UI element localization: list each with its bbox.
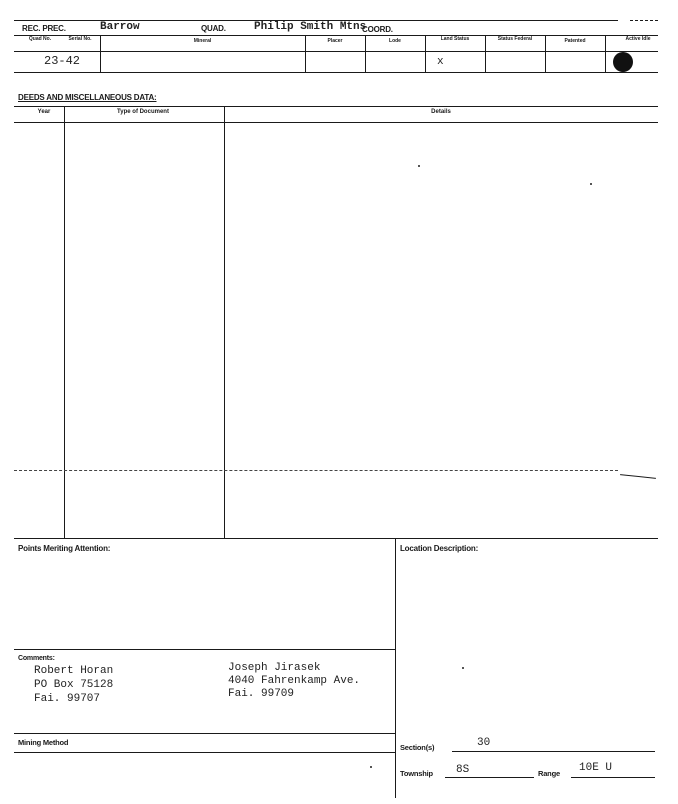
deeds-col-year: Year	[37, 109, 51, 115]
sections-fill-line	[452, 751, 655, 752]
contact2-city: Fai. 99709	[228, 688, 295, 700]
claims-table-header-bottom	[14, 51, 658, 52]
sections-value[interactable]: 30	[477, 737, 491, 749]
claims-table-bottom	[14, 72, 658, 73]
col-header-patented: Patented	[564, 38, 586, 44]
col-header-quad-no: Quad No.	[28, 36, 52, 42]
col-header-serial-no: Serial No.	[68, 36, 92, 42]
township-value[interactable]: 8S	[456, 764, 470, 776]
range-value[interactable]: 10E U	[579, 762, 613, 774]
contact2-name: Joseph Jirasek	[228, 662, 321, 674]
contact1-name: Robert Horan	[34, 665, 114, 677]
rec-prec-value[interactable]: Barrow	[100, 21, 140, 33]
col-header-placer: Placer	[327, 38, 343, 44]
header-top-rule-end	[630, 20, 658, 21]
township-label: Township	[400, 769, 433, 778]
page-seam-line	[14, 470, 618, 471]
range-fill-line	[571, 777, 655, 778]
deeds-col-divider	[64, 106, 65, 538]
speck	[462, 667, 464, 669]
deeds-col-details: Details	[431, 109, 451, 115]
deeds-col-type: Type of Document	[117, 109, 169, 115]
land-status-mark[interactable]: x	[437, 56, 444, 68]
location-label: Location Description:	[400, 544, 479, 553]
col-header-active-idle: Active Idle	[625, 36, 651, 42]
col-divider	[485, 35, 486, 72]
mining-method-label: Mining Method	[18, 738, 69, 747]
deeds-table-header-bottom	[14, 122, 658, 123]
contact2-address: 4040 Fahrenkamp Ave.	[228, 675, 361, 687]
contact1-address: PO Box 75128	[34, 679, 114, 691]
sections-label: Section(s)	[400, 743, 435, 752]
township-fill-line	[445, 777, 534, 778]
points-label: Points Meriting Attention:	[18, 544, 111, 553]
quad-value[interactable]: Philip Smith Mtns	[254, 21, 367, 33]
contact1-city: Fai. 99707	[34, 693, 101, 705]
mining-bottom-rule	[14, 752, 395, 753]
comment-contact-1	[34, 664, 113, 706]
quad-serial-value[interactable]: 23-42	[44, 54, 81, 68]
deeds-table-top	[14, 106, 658, 107]
col-header-lode: Lode	[389, 38, 401, 44]
col-divider	[425, 35, 426, 72]
rec-prec-label: REC. PREC.	[22, 24, 66, 33]
col-divider	[605, 35, 606, 72]
quad-label: QUAD.	[201, 24, 226, 33]
coord-label: COORD.	[362, 25, 393, 34]
speck	[590, 183, 592, 185]
speck	[418, 165, 420, 167]
range-label: Range	[538, 769, 560, 778]
col-header-status-federal: Status Federal	[497, 36, 533, 42]
deeds-section-title: DEEDS AND MISCELLANEOUS DATA:	[18, 93, 157, 102]
lower-center-divider	[395, 538, 396, 798]
deeds-col-divider	[224, 106, 225, 538]
col-header-mineral: Mineral	[193, 38, 212, 44]
comments-label: Comments:	[18, 655, 55, 662]
comments-top-rule	[14, 649, 395, 650]
col-header-land-status: Land Status	[440, 36, 470, 42]
lower-section-top	[14, 538, 658, 539]
active-indicator-dot	[613, 52, 633, 72]
comment-contact-2	[228, 662, 360, 701]
page-seam-curl	[620, 474, 656, 479]
claims-table-top	[14, 35, 658, 36]
speck	[370, 766, 372, 768]
mining-top-rule	[14, 733, 395, 734]
